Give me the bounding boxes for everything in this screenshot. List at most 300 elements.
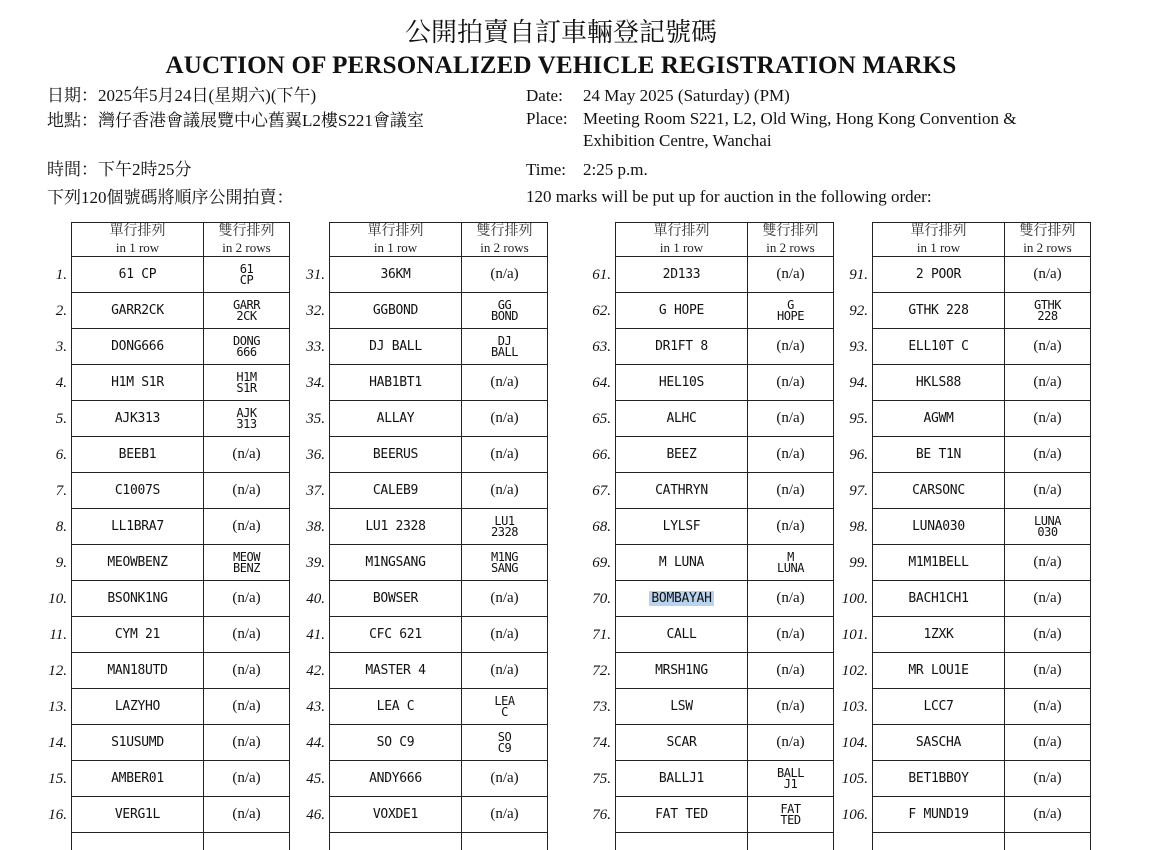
row-number: 74. [592, 734, 611, 751]
info-en-order-note: 120 marks will be put up for auction in the following order: [526, 187, 932, 206]
not-applicable: (n/a) [1033, 662, 1062, 678]
mark-two-rows-cell [747, 257, 834, 293]
mark-one-row: H1M S1R [111, 375, 164, 390]
row-number: 61. [592, 266, 611, 283]
mark-one-row-cell [71, 797, 203, 833]
not-applicable: (n/a) [232, 734, 261, 750]
mark-one-row: CATHRYN [655, 483, 708, 498]
mark-one-row-cell [71, 581, 203, 617]
title-english: AUCTION OF PERSONALIZED VEHICLE REGISTRATION MARKS [165, 52, 957, 79]
mark-one-row-cell [329, 545, 461, 581]
mark-two-rows-cell [1004, 509, 1091, 545]
table-continuation [872, 833, 1004, 850]
not-applicable: (n/a) [1033, 770, 1062, 786]
row-number: 68. [592, 518, 611, 535]
row-number: 45. [306, 770, 325, 787]
not-applicable: (n/a) [776, 518, 805, 534]
not-applicable: (n/a) [776, 338, 805, 354]
row-number: 3. [55, 338, 67, 355]
mark-two-rows-cell [1004, 581, 1091, 617]
mark-one-row: ALLAY [376, 411, 415, 426]
not-applicable: (n/a) [776, 446, 805, 462]
info-en-time-label: Time: [526, 160, 567, 179]
mark-two-rows-bottom: HOPE [777, 308, 804, 323]
mark-two-rows-bottom: C9 [497, 740, 512, 755]
mark-one-row-cell [615, 257, 747, 293]
header-number-cell [41, 222, 71, 257]
not-applicable: (n/a) [490, 374, 519, 390]
mark-one-row: BACH1CH1 [908, 591, 969, 606]
mark-two-rows-top: M1NG [491, 550, 518, 564]
row-number: 103. [841, 698, 868, 715]
mark-one-row-cell [329, 437, 461, 473]
mark-two-rows-cell [747, 689, 834, 725]
not-applicable: (n/a) [232, 770, 261, 786]
not-applicable: (n/a) [490, 482, 519, 498]
mark-one-row: 36KM [380, 267, 411, 282]
mark-one-row-cell [71, 329, 203, 365]
not-applicable: (n/a) [490, 266, 519, 282]
not-applicable: (n/a) [776, 626, 805, 642]
mark-one-row-cell [329, 401, 461, 437]
mark-one-row-cell [872, 761, 1004, 797]
header-number-cell [299, 222, 329, 257]
not-applicable: (n/a) [1033, 338, 1062, 354]
header-two-rows-zh: 雙行排列 [476, 224, 533, 239]
mark-one-row-cell [615, 689, 747, 725]
mark-two-rows-cell [203, 581, 290, 617]
mark-two-rows-top: BALL [777, 766, 804, 780]
mark-two-rows-cell [747, 545, 834, 581]
mark-two-rows-bottom: BENZ [233, 560, 260, 575]
mark-one-row: VERG1L [114, 807, 161, 822]
row-number: 5. [55, 410, 67, 427]
mark-two-rows-cell [461, 761, 548, 797]
mark-one-row: M1M1BELL [908, 555, 969, 570]
mark-two-rows-cell [461, 473, 548, 509]
row-number: 7. [55, 482, 67, 499]
mark-two-rows-top: GTHK [1034, 298, 1061, 312]
mark-one-row-cell [329, 653, 461, 689]
mark-two-rows-cell [203, 509, 290, 545]
not-applicable: (n/a) [490, 626, 519, 642]
mark-one-row-cell [329, 293, 461, 329]
header-one-row-en: in 1 row [659, 240, 704, 255]
mark-one-row-cell [329, 797, 461, 833]
mark-two-rows-cell [1004, 761, 1091, 797]
row-number: 43. [306, 698, 325, 715]
table-continuation [71, 833, 203, 850]
mark-two-rows-top: DJ [497, 334, 512, 348]
header-two-rows-en: in 2 rows [222, 240, 271, 255]
mark-one-row-cell [872, 401, 1004, 437]
mark-one-row-cell [329, 617, 461, 653]
mark-two-rows-cell [747, 365, 834, 401]
row-number: 104. [841, 734, 868, 751]
mark-one-row: BOWSER [372, 591, 419, 606]
row-number: 39. [306, 554, 325, 571]
info-en-date-value: 24 May 2025 (Saturday) (PM) [583, 86, 790, 105]
table-continuation [203, 833, 290, 850]
not-applicable: (n/a) [232, 518, 261, 534]
row-number: 16. [48, 806, 67, 823]
row-number: 76. [592, 806, 611, 823]
mark-one-row: M LUNA [658, 555, 705, 570]
info-zh-place-value: 灣仔香港會議展覽中心舊翼L2樓S221會議室 [98, 111, 424, 130]
mark-two-rows-cell [461, 581, 548, 617]
row-number: 95. [849, 410, 868, 427]
mark-one-row-cell [872, 653, 1004, 689]
row-number: 46. [306, 806, 325, 823]
mark-one-row-cell [329, 581, 461, 617]
mark-two-rows-top: H1M [236, 370, 257, 384]
mark-one-row-cell [71, 761, 203, 797]
mark-one-row-cell [615, 509, 747, 545]
not-applicable: (n/a) [1033, 410, 1062, 426]
mark-two-rows-bottom: S1R [236, 380, 257, 395]
info-zh-place-label: 地點： [47, 111, 98, 130]
not-applicable: (n/a) [232, 626, 261, 642]
marks-table-2 [299, 222, 548, 850]
mark-one-row-cell [872, 797, 1004, 833]
mark-one-row: LCC7 [923, 699, 954, 714]
mark-two-rows-cell [747, 797, 834, 833]
mark-one-row: DR1FT 8 [655, 339, 708, 354]
not-applicable: (n/a) [1033, 590, 1062, 606]
info-en-place-label: Place: [526, 109, 568, 128]
mark-two-rows-cell [1004, 293, 1091, 329]
mark-one-row: ALHC [666, 411, 697, 426]
not-applicable: (n/a) [1033, 374, 1062, 390]
mark-two-rows-bottom: 030 [1037, 524, 1058, 539]
mark-two-rows-cell [747, 293, 834, 329]
not-applicable: (n/a) [232, 662, 261, 678]
header-two-rows [461, 222, 548, 257]
mark-one-row-cell [71, 617, 203, 653]
header-two-rows [747, 222, 834, 257]
mark-one-row: FAT TED [655, 807, 708, 822]
table-continuation [747, 833, 834, 850]
mark-two-rows-cell [461, 257, 548, 293]
mark-two-rows-cell [461, 437, 548, 473]
not-applicable: (n/a) [232, 590, 261, 606]
not-applicable: (n/a) [1033, 266, 1062, 282]
header-one-row [71, 222, 203, 257]
table-continuation [329, 833, 461, 850]
mark-two-rows-cell [747, 437, 834, 473]
mark-two-rows-bottom: C [501, 704, 508, 719]
mark-one-row: VOXDE1 [372, 807, 419, 822]
mark-one-row-cell [872, 293, 1004, 329]
row-number: 65. [592, 410, 611, 427]
mark-two-rows-cell [203, 617, 290, 653]
mark-two-rows-cell [747, 473, 834, 509]
mark-two-rows-cell [1004, 401, 1091, 437]
row-number: 96. [849, 446, 868, 463]
mark-two-rows-bottom: TED [780, 812, 801, 827]
row-number: 2. [55, 302, 67, 319]
row-number: 32. [306, 302, 325, 319]
mark-two-rows-cell [1004, 653, 1091, 689]
mark-two-rows-bottom: J1 [783, 776, 798, 791]
mark-one-row: DJ BALL [369, 339, 422, 354]
mark-two-rows-bottom: 2CK [236, 308, 257, 323]
mark-one-row: MR LOU1E [908, 663, 969, 678]
mark-one-row: DONG666 [111, 339, 164, 354]
mark-two-rows-bottom: BALL [491, 344, 518, 359]
header-two-rows-zh: 雙行排列 [218, 224, 275, 239]
mark-two-rows-cell [203, 437, 290, 473]
row-number: 38. [306, 518, 325, 535]
mark-one-row: MEOWBENZ [107, 555, 168, 570]
not-applicable: (n/a) [1033, 554, 1062, 570]
table-continuation [842, 833, 872, 850]
mark-one-row-cell [71, 473, 203, 509]
marks-table-3 [585, 222, 834, 850]
info-zh-time [47, 159, 192, 181]
row-number: 1. [55, 266, 67, 283]
mark-one-row-cell [71, 365, 203, 401]
mark-one-row: LEA C [376, 699, 415, 714]
mark-two-rows-cell [461, 329, 548, 365]
selected-mark-one-row: BOMBAYAH [651, 591, 712, 606]
mark-two-rows-cell [747, 653, 834, 689]
mark-two-rows-top: GG [497, 298, 512, 312]
mark-one-row: BEEB1 [118, 447, 157, 462]
mark-two-rows-top: SO [497, 730, 512, 744]
mark-one-row-cell [329, 257, 461, 293]
row-number: 94. [849, 374, 868, 391]
header-two-rows-zh: 雙行排列 [1019, 224, 1076, 239]
row-number: 98. [849, 518, 868, 535]
mark-one-row: 61 CP [118, 267, 157, 282]
row-number: 41. [306, 626, 325, 643]
mark-two-rows-cell [203, 689, 290, 725]
mark-one-row-cell [329, 725, 461, 761]
table-continuation [615, 833, 747, 850]
not-applicable: (n/a) [776, 482, 805, 498]
mark-one-row: 1ZXK [923, 627, 954, 642]
header-two-rows [203, 222, 290, 257]
mark-one-row-cell [71, 401, 203, 437]
mark-two-rows-cell [747, 761, 834, 797]
header-one-row-zh: 單行排列 [109, 224, 166, 239]
mark-one-row: HKLS88 [915, 375, 962, 390]
mark-two-rows-cell [461, 509, 548, 545]
header-one-row-zh: 單行排列 [367, 224, 424, 239]
info-en-date-label: Date: [526, 86, 563, 105]
not-applicable: (n/a) [490, 662, 519, 678]
row-number: 36. [306, 446, 325, 463]
mark-one-row-cell [71, 725, 203, 761]
not-applicable: (n/a) [776, 734, 805, 750]
mark-one-row-cell [615, 329, 747, 365]
header-two-rows-en: in 2 rows [1023, 240, 1072, 255]
not-applicable: (n/a) [1033, 626, 1062, 642]
row-number: 105. [841, 770, 868, 787]
mark-two-rows-top: G [787, 298, 794, 312]
mark-two-rows-cell [461, 545, 548, 581]
row-number: 10. [48, 590, 67, 607]
mark-one-row-cell [329, 509, 461, 545]
mark-one-row: CALL [666, 627, 697, 642]
mark-one-row: MRSH1NG [655, 663, 708, 678]
info-zh-order-note: 下列120個號碼將順序公開拍賣： [47, 188, 294, 207]
mark-one-row-cell [329, 473, 461, 509]
mark-one-row: CYM 21 [114, 627, 161, 642]
mark-one-row-cell [872, 689, 1004, 725]
row-number: 101. [841, 626, 868, 643]
mark-two-rows-cell [203, 545, 290, 581]
mark-two-rows-cell [461, 725, 548, 761]
mark-one-row: S1USUMD [111, 735, 164, 750]
not-applicable: (n/a) [490, 770, 519, 786]
mark-one-row-cell [615, 653, 747, 689]
not-applicable: (n/a) [1033, 446, 1062, 462]
mark-two-rows-cell [1004, 329, 1091, 365]
row-number: 33. [306, 338, 325, 355]
mark-two-rows-bottom: 2328 [491, 524, 518, 539]
mark-one-row: MAN18UTD [107, 663, 168, 678]
header-two-rows-en: in 2 rows [766, 240, 815, 255]
mark-two-rows-bottom: 666 [236, 344, 257, 359]
row-number: 91. [849, 266, 868, 283]
info-zh-date-label: 日期： [47, 86, 98, 105]
mark-one-row: LYLSF [662, 519, 701, 534]
mark-two-rows-cell [1004, 365, 1091, 401]
row-number: 106. [841, 806, 868, 823]
row-number: 11. [49, 626, 67, 643]
not-applicable: (n/a) [490, 410, 519, 426]
mark-two-rows-cell [461, 617, 548, 653]
mark-one-row-cell [615, 473, 747, 509]
not-applicable: (n/a) [232, 806, 261, 822]
mark-one-row: AMBER01 [111, 771, 164, 786]
row-number: 100. [841, 590, 868, 607]
mark-two-rows-top: LU1 [494, 514, 515, 528]
row-number: 9. [55, 554, 67, 571]
mark-one-row-cell [872, 545, 1004, 581]
row-number: 72. [592, 662, 611, 679]
mark-two-rows-cell [747, 617, 834, 653]
header-two-rows-zh: 雙行排列 [762, 224, 819, 239]
mark-one-row-cell [329, 761, 461, 797]
header-one-row-zh: 單行排列 [910, 224, 967, 239]
mark-two-rows-cell [203, 653, 290, 689]
not-applicable: (n/a) [232, 698, 261, 714]
mark-two-rows-cell [461, 797, 548, 833]
mark-one-row: C1007S [114, 483, 161, 498]
mark-one-row: F MUND19 [908, 807, 969, 822]
mark-one-row-cell [615, 293, 747, 329]
mark-one-row-cell [615, 797, 747, 833]
mark-one-row-cell [872, 329, 1004, 365]
header-one-row [872, 222, 1004, 257]
mark-one-row-cell [329, 689, 461, 725]
mark-one-row-cell [615, 365, 747, 401]
mark-two-rows-cell [747, 401, 834, 437]
mark-one-row-cell [615, 581, 747, 617]
table-continuation [461, 833, 548, 850]
mark-two-rows-bottom: LUNA [777, 560, 804, 575]
row-number: 66. [592, 446, 611, 463]
not-applicable: (n/a) [1033, 806, 1062, 822]
mark-one-row-cell [615, 725, 747, 761]
mark-one-row: AJK313 [114, 411, 161, 426]
mark-one-row: HAB1BT1 [369, 375, 422, 390]
mark-one-row: LAZYHO [114, 699, 161, 714]
not-applicable: (n/a) [490, 806, 519, 822]
mark-two-rows-cell [203, 329, 290, 365]
not-applicable: (n/a) [1033, 734, 1062, 750]
header-one-row-en: in 1 row [373, 240, 418, 255]
title-chinese: 公開拍賣自訂車輛登記號碼 [404, 18, 717, 47]
mark-one-row: GARR2CK [111, 303, 164, 318]
header-number-cell [842, 222, 872, 257]
mark-two-rows-cell [203, 293, 290, 329]
mark-two-rows-bottom: BOND [491, 308, 518, 323]
mark-one-row: SO C9 [376, 735, 415, 750]
mark-one-row-cell [872, 437, 1004, 473]
info-en-place-value: Meeting Room S221, L2, Old Wing, Hong Kong Convention & Exhibition Centre, Wanchai [583, 109, 1017, 150]
row-number: 97. [849, 482, 868, 499]
info-zh-time-label: 時間： [47, 160, 98, 179]
row-number: 31. [306, 266, 325, 283]
row-number: 71. [592, 626, 611, 643]
table-continuation [299, 833, 329, 850]
mark-two-rows-cell [1004, 689, 1091, 725]
mark-two-rows-bottom: 313 [236, 416, 257, 431]
row-number: 40. [306, 590, 325, 607]
mark-one-row-cell [329, 329, 461, 365]
row-number: 63. [592, 338, 611, 355]
mark-one-row: ANDY666 [369, 771, 422, 786]
mark-two-rows-cell [1004, 437, 1091, 473]
mark-one-row: SCAR [666, 735, 697, 750]
row-number: 8. [55, 518, 67, 535]
row-number: 102. [841, 662, 868, 679]
info-zh-place [47, 110, 424, 132]
mark-one-row-cell [615, 545, 747, 581]
row-number: 92. [849, 302, 868, 319]
mark-two-rows-bottom: 228 [1037, 308, 1058, 323]
mark-two-rows-cell [461, 689, 548, 725]
mark-two-rows-top: 61 [239, 262, 254, 276]
mark-one-row: AGWM [923, 411, 954, 426]
mark-one-row: BET1BBOY [908, 771, 969, 786]
mark-one-row: BE T1N [915, 447, 962, 462]
mark-two-rows-cell [203, 725, 290, 761]
mark-one-row-cell [71, 545, 203, 581]
mark-two-rows-cell [1004, 545, 1091, 581]
header-one-row-zh: 單行排列 [653, 224, 710, 239]
header-one-row [329, 222, 461, 257]
row-number: 4. [55, 374, 67, 391]
mark-one-row-cell [872, 617, 1004, 653]
mark-one-row: BALLJ1 [658, 771, 705, 786]
mark-two-rows-cell [747, 509, 834, 545]
row-number: 44. [306, 734, 325, 751]
row-number: 93. [849, 338, 868, 355]
mark-two-rows-bottom: SANG [491, 560, 518, 575]
mark-one-row: GTHK 228 [908, 303, 969, 318]
table-continuation [41, 833, 71, 850]
mark-two-rows-cell [203, 257, 290, 293]
mark-two-rows-cell [203, 401, 290, 437]
info-zh-time-value: 下午2時25分 [98, 160, 192, 179]
mark-two-rows-top: FAT [780, 802, 801, 816]
mark-one-row: BEERUS [372, 447, 419, 462]
